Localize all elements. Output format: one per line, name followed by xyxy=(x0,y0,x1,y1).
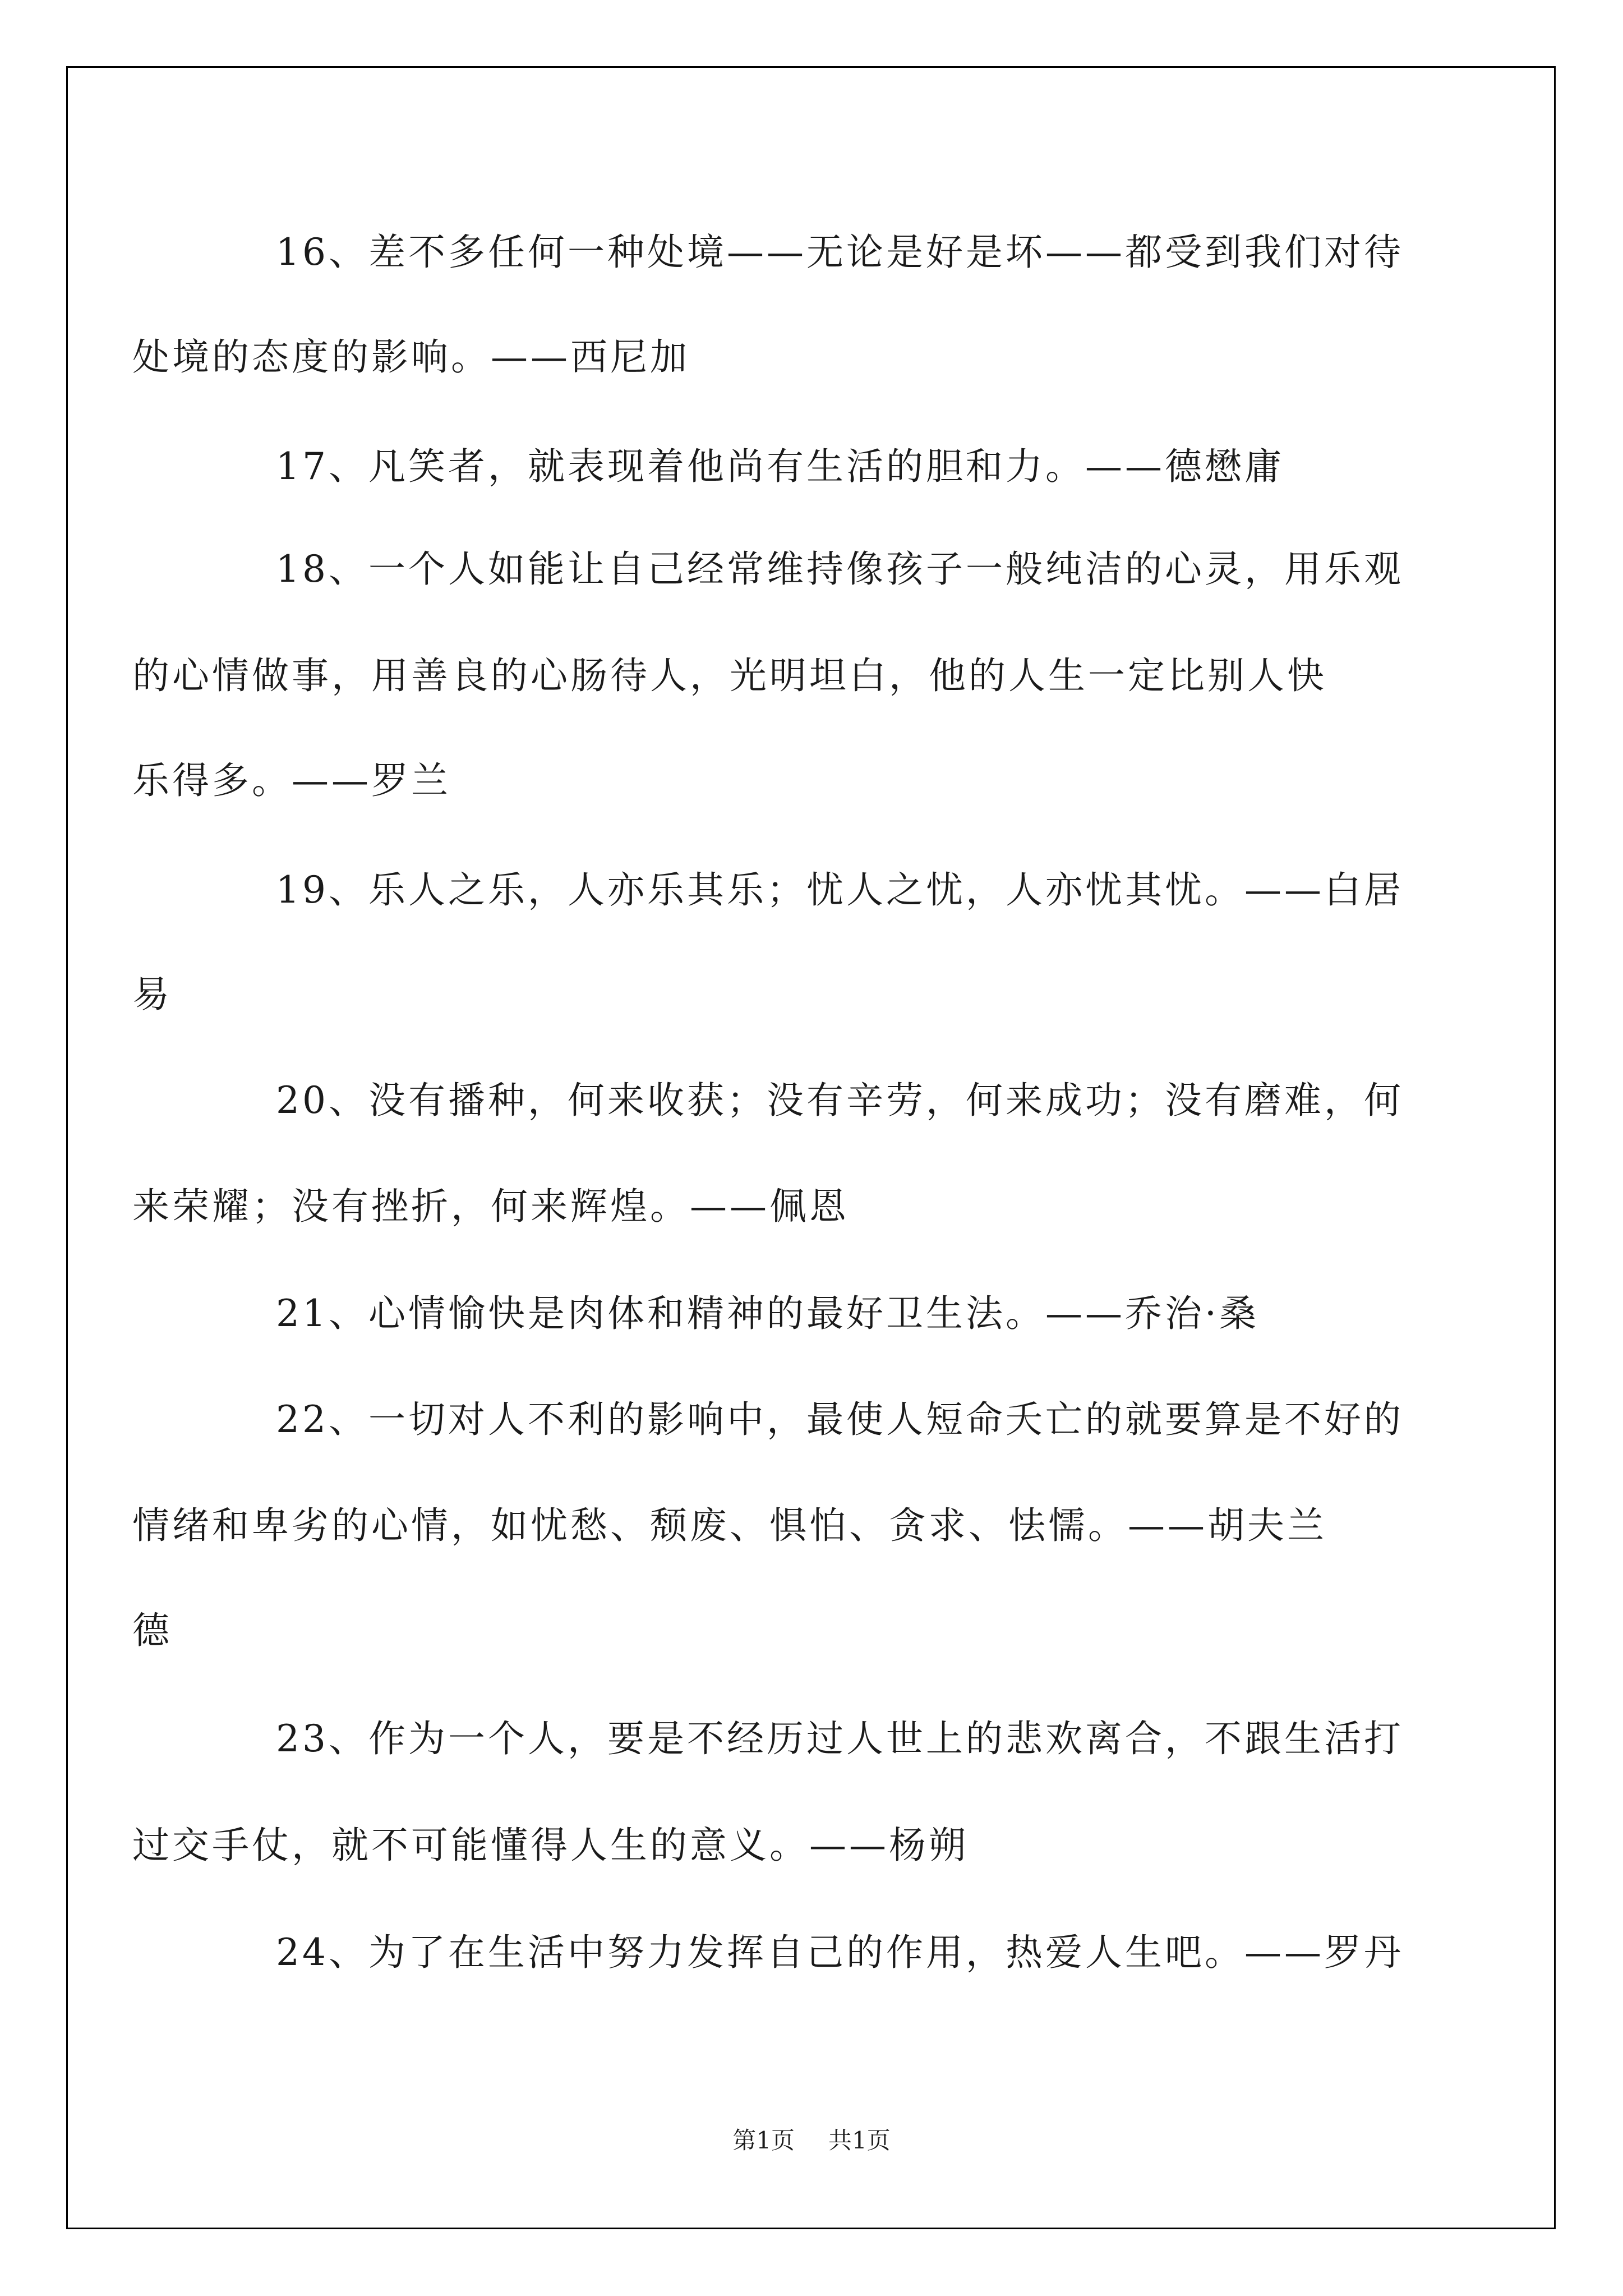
quote-19-line-1: 19、乐人之乐，人亦乐其乐；忧人之忧，人亦忧其忧。——白居 xyxy=(276,868,1404,912)
quote-18-line-3: 乐得多。——罗兰 xyxy=(132,759,451,802)
page-number-label: 第1页 xyxy=(732,2127,795,2154)
quote-22-line-2: 情绪和卑劣的心情，如忧愁、颓废、惧怕、贪求、怯懦。——胡夫兰 xyxy=(132,1504,1327,1547)
quote-23-line-1: 23、作为一个人，要是不经历过人世上的悲欢离合，不跟生活打 xyxy=(276,1717,1404,1760)
quote-22-line-1: 22、一切对人不利的影响中，最使人短命夭亡的就要算是不好的 xyxy=(276,1398,1404,1441)
page-footer xyxy=(0,2125,1623,2156)
quote-16-line-2: 处境的态度的影响。——西尼加 xyxy=(132,335,690,379)
quote-23-line-2: 过交手仗，就不可能懂得人生的意义。——杨朔 xyxy=(132,1824,969,1867)
page-total-label: 共1页 xyxy=(828,2127,891,2154)
quote-16-line-1: 16、差不多任何一种处境——无论是好是坏——都受到我们对待 xyxy=(276,231,1404,274)
quote-20-line-1: 20、没有播种，何来收获；没有辛劳，何来成功；没有磨难，何 xyxy=(276,1079,1404,1122)
page-border xyxy=(66,66,1556,2229)
quote-19-line-2: 易 xyxy=(132,973,172,1016)
quote-18-line-2: 的心情做事，用善良的心肠待人，光明坦白，他的人生一定比别人快 xyxy=(132,654,1327,697)
quote-18-line-1: 18、一个人如能让自己经常维持像孩子一般纯洁的心灵，用乐观 xyxy=(276,547,1404,591)
quote-17-line-1: 17、凡笑者，就表现着他尚有生活的胆和力。——德懋庸 xyxy=(276,445,1284,488)
quote-22-line-3: 德 xyxy=(132,1609,172,1652)
quote-21-line-1: 21、心情愉快是肉体和精神的最好卫生法。——乔治·桑 xyxy=(276,1292,1259,1335)
quote-24-line-1: 24、为了在生活中努力发挥自己的作用，热爱人生吧。——罗丹 xyxy=(276,1931,1404,1974)
quote-20-line-2: 来荣耀；没有挫折，何来辉煌。——佩恩 xyxy=(132,1185,849,1228)
